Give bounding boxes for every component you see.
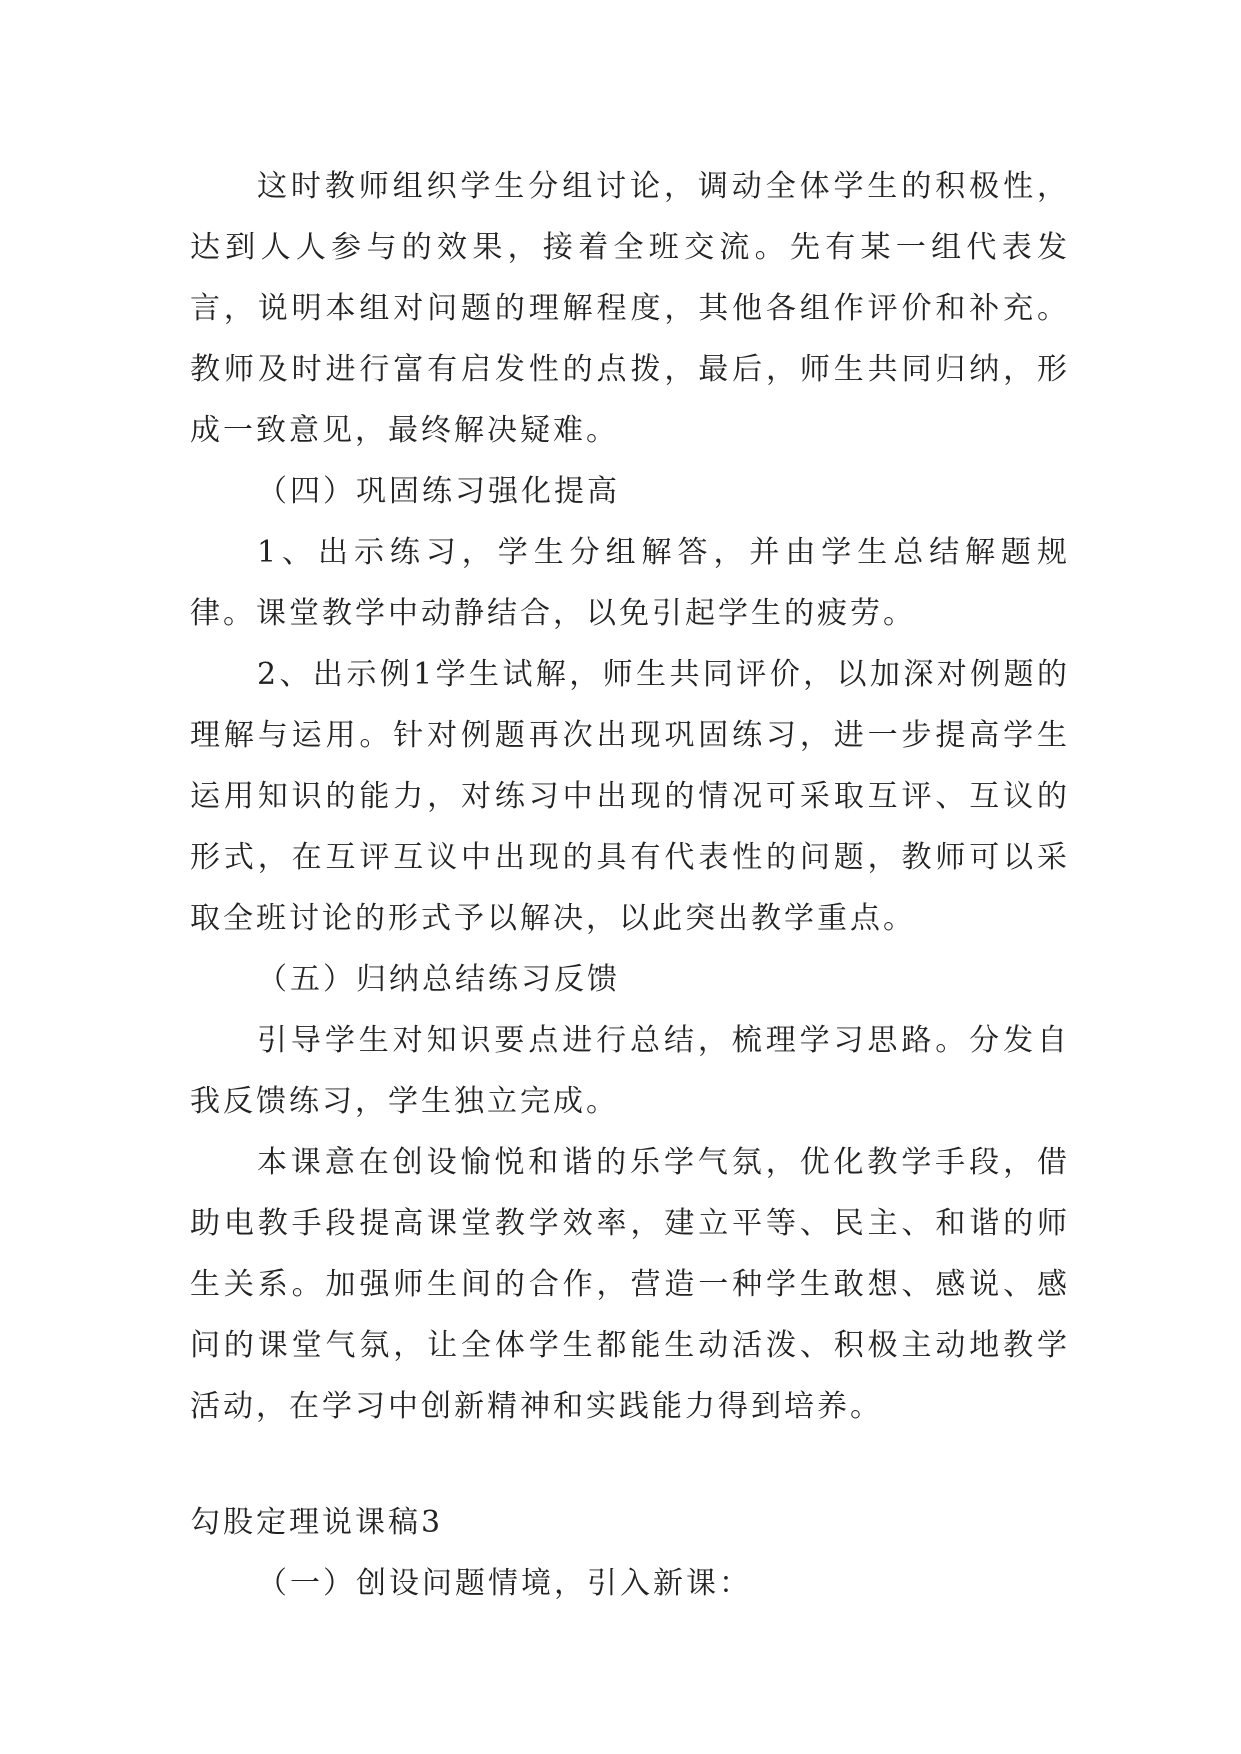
paragraph-group-discussion: 这时教师组织学生分组讨论，调动全体学生的积极性，达到人人参与的效果，接着全班交流。先有某一组代表发言，说明本组对问题的理解程度，其他各组作评价和补充。教师及时进行富有启发性的点拨，最后，师生共同归纳，形成一致意见，最终解决疑难。	[190, 169, 1070, 448]
heading-consolidation-practice: （四）巩固练习强化提高	[257, 474, 620, 509]
paragraph-exercise-2: 2、出示例1学生试解，师生共同评价，以加深对例题的理解与运用。针对例题再次出现巩固练习，进一步提高学生运用知识的能力，对练习中出现的情况可采取互评、互议的形式，在互评互议中出现的具有代表性的问题，教师可以采取全班讨论的形式予以解决，以此突出教学重点。	[190, 657, 1070, 936]
document-body	[190, 156, 1070, 1614]
paragraph-exercise-1: 1、出示练习，学生分组解答，并由学生总结解题规律。课堂教学中动静结合，以免引起学生的疲劳。	[190, 535, 1070, 631]
section-spacer	[190, 1437, 1070, 1492]
paragraph-lesson-intent: 本课意在创设愉悦和谐的乐学气氛，优化教学手段，借助电教手段提高课堂教学效率，建立平等、民主、和谐的师生关系。加强师生间的合作，营造一种学生敢想、感说、感问的课堂气氛，让全体学生都能生动活泼、积极主动地教学活动，在学习中创新精神和实践能力得到培养。	[190, 1145, 1070, 1424]
paragraph-guide-students: 引导学生对知识要点进行总结，梳理学习思路。分发自我反馈练习，学生独立完成。	[190, 1023, 1070, 1119]
heading-create-problem-situation: （一）创设问题情境，引入新课：	[257, 1566, 752, 1601]
heading-summary-feedback: （五）归纳总结练习反馈	[257, 962, 620, 997]
section-title: 勾股定理说课稿3	[190, 1505, 444, 1540]
